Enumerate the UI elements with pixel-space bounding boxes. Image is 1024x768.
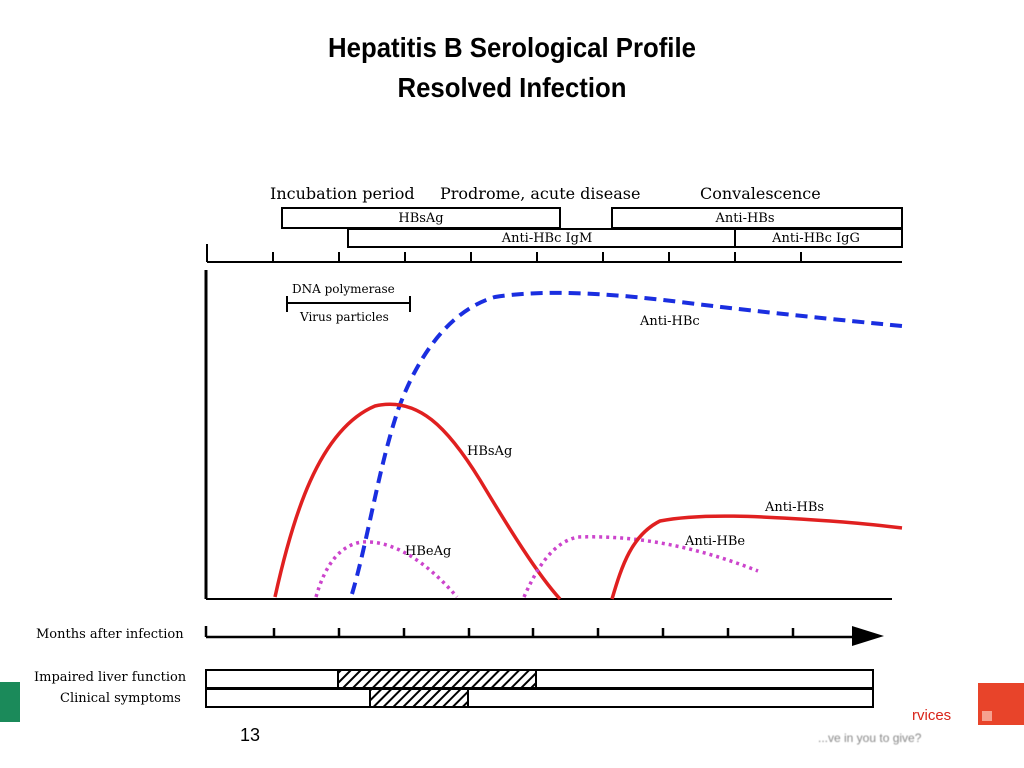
left-brand-bar <box>0 682 20 722</box>
brand-logo-box <box>978 683 1024 725</box>
phase-convalescence-label: Convalescence <box>700 184 821 203</box>
liver-function-bar <box>206 670 873 688</box>
bar-hbsag-label: HBsAg <box>398 211 444 226</box>
months-axis-label: Months after infection <box>36 627 184 642</box>
liver-function-label: Impaired liver function <box>34 670 187 685</box>
months-axis-ticks <box>206 626 793 637</box>
curve-anti-hbs <box>612 516 902 599</box>
phase-incubation-label: Incubation period <box>270 184 415 203</box>
bar-anti-hbs-label: Anti-HBs <box>715 211 775 226</box>
title-line-2: Resolved Infection <box>397 72 627 103</box>
bar-anti-hbc-igg-label: Anti-HBc IgG <box>772 231 860 246</box>
curve-hbsag-label: HBsAg <box>467 444 513 459</box>
dna-polymerase-label: DNA polymerase <box>292 282 395 296</box>
page-number: 13 <box>240 725 261 745</box>
curve-anti-hbc-label: Anti-HBc <box>640 314 700 329</box>
clinical-symptoms-label: Clinical symptoms <box>60 691 181 706</box>
curve-anti-hbe-label: Anti-HBe <box>685 534 746 549</box>
brand-tagline: ...ve in you to give? <box>818 731 922 745</box>
curve-anti-hbs-label: Anti-HBs <box>765 500 825 515</box>
months-axis-arrow <box>852 626 884 646</box>
curve-hbsag <box>275 404 560 599</box>
clinical-symptoms-bar <box>206 689 873 707</box>
bar-anti-hbc-igm-label: Anti-HBc IgM <box>501 231 593 246</box>
curve-hbeag-label: HBeAg <box>405 544 452 559</box>
brand-text: rvices <box>912 707 952 724</box>
clinical-symptoms-hatch <box>370 689 468 707</box>
liver-function-hatch <box>338 670 536 688</box>
title-line-1: Hepatitis B Serological Profile <box>328 32 696 63</box>
phase-prodrome-label: Prodrome, acute disease <box>440 184 641 203</box>
virus-particles-label: Virus particles <box>300 310 389 324</box>
